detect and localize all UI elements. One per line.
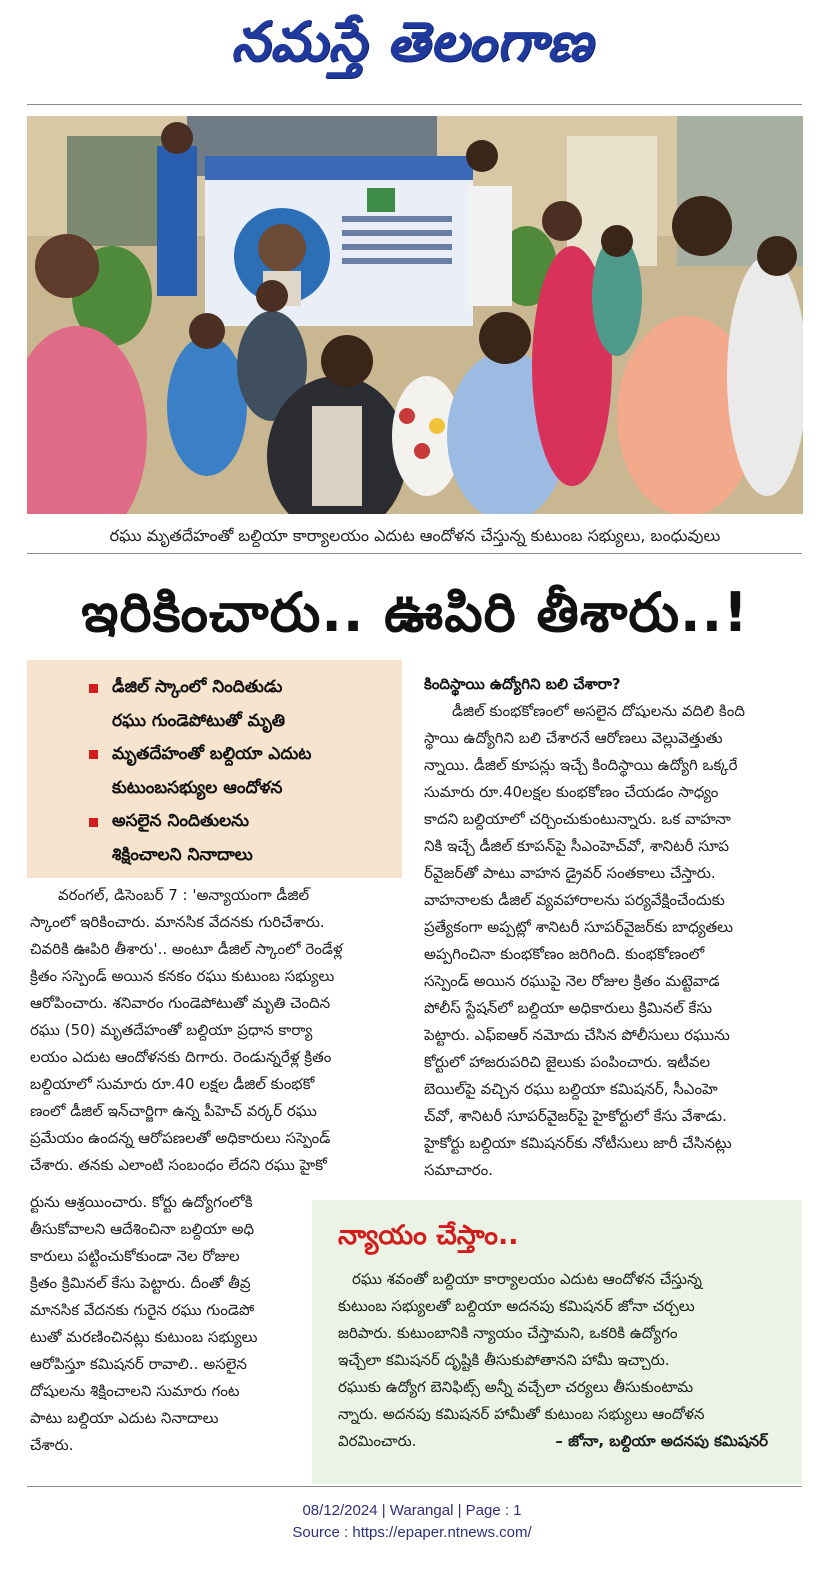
body-line: ప్రమేయం ఉందన్న ఆరోపణలతో అధికారులు సస్పెండ్ (30, 1129, 331, 1147)
body-line: జరిపారు. కుటుంబానికి న్యాయం చేస్తామని, ఒకరికి ఉద్యోగం (338, 1324, 678, 1342)
body-line: చ్‌వో, శానిటరీ సూపర్‌వైజర్‌పై హైకోర్టులో కేసు వేశాడు. (424, 1107, 727, 1125)
body-line: రఘుకు ఉద్యోగ బెనిఫిట్స్ అన్నీ వచ్చేలా చర్యలు తీసుకుంటామ (338, 1378, 694, 1396)
body-line: ప్రత్యేకంగా అప్పట్లో శానిటరీ సూపర్‌వైజర్‌కు బాధ్యతలు (424, 918, 734, 936)
side-story-attribution: – జోనా, బల్దియా అదనపు కమిషనర్ (555, 1432, 768, 1450)
body-line: ర్టును ఆశ్రయించారు. కోర్టు ఉద్యోగంలోకి (30, 1193, 253, 1211)
body-line: స్థాయి ఉద్యోగిని బలి చేశారనే ఆరోణలు వెల్లువెత్తుతు (424, 729, 723, 747)
body-line: టుతో మరణించినట్లు కుటుంబ సభ్యులు (30, 1328, 258, 1346)
body-line: సుమారు రూ.40లక్షల కుంభకోణం చేయడం సాధ్యం (424, 783, 719, 801)
body-line: చేశారు. తనకు ఎలాంటి సంబంధం లేదని రఘు హైకో (30, 1156, 327, 1174)
left-column-wide (30, 882, 410, 1179)
body-line: స్కాంలో ఇరికించారు. మానసిక వేదనకు గురిచేశారు. (30, 913, 325, 931)
footer-edition-info: 08/12/2024 | Warangal | Page : 1 (302, 1502, 522, 1519)
highlight-line: రఘు గుండెపోటుతో మృతి (112, 711, 286, 731)
bullet-icon (89, 684, 98, 693)
body-line: మానసిక వేదనకు గురైన రఘు గుండెపో (30, 1301, 255, 1319)
bullet-icon (89, 818, 98, 827)
side-story-body (338, 1266, 788, 1455)
footer-source-link[interactable]: Source : https://epaper.ntnews.com/ (292, 1524, 532, 1541)
body-line: పోలీస్ స్టేషన్‌లో బల్దియా అధికారులు క్రిమినల్ కేసు (424, 999, 713, 1017)
body-line: క్రితం క్రిమినల్ కేసు పెట్టారు. దీంతో తీవ్ర (30, 1274, 251, 1292)
body-line: వరంగల్, డిసెంబర్ 7 : 'అన్యాయంగా డీజిల్ (58, 886, 310, 904)
section-subhead: కిందిస్థాయి ఉద్యోగిని బలి చేశారా? (424, 675, 621, 693)
body-line: దోషులను శిక్షించాలని సుమారు గంట (30, 1382, 240, 1400)
body-line: ఆరోపించారు. శనివారం గుండెపోటుతో మృతి చెందిన (30, 994, 331, 1012)
body-line: కారులు పట్టించుకోకుండా నెల రోజుల (30, 1247, 240, 1265)
masthead (0, 0, 824, 100)
body-line: ర్‌వైజర్‌తో పాటు వాహన డ్రైవర్ సంతకాలు చేస్తారు. (424, 864, 716, 882)
highlight-line: డీజిల్ స్కాంలో నిందితుడు (112, 677, 283, 697)
news-photo (27, 116, 803, 514)
caption-divider (27, 553, 802, 554)
body-line: ఇచ్చేలా కమిషనర్ దృష్టికి తీసుకుపోతానని హామీ ఇచ్చారు. (338, 1351, 670, 1369)
body-line: వాహనాలకు డీజిల్ వ్యవహారాలను పర్యవేక్షించేందుకు (424, 891, 725, 909)
body-line: న్నాయి. డీజిల్ కూపన్లు ఇచ్చే కిందిస్థాయి ఉద్యోగి ఒక్కరే (424, 756, 738, 774)
headline: ఇరికించారు.. ఊపిరి తీశారు..! (81, 581, 749, 644)
body-line: రఘు (50) మృతదేహంతో బల్దియా ప్రధాన కార్యా (30, 1021, 313, 1039)
body-line: బెయిల్‌పై వచ్చిన రఘు బల్దియా కమిషనర్, సీఎంహె (424, 1080, 718, 1098)
body-line: రఘు శవంతో బల్దియా కార్యాలయం ఎదుట ఆందోళన చేస్తున్న (352, 1270, 702, 1288)
body-line: తీసుకోవాలని ఆదేశించినా బల్దియా అధి (30, 1220, 255, 1238)
body-line: సస్పెండ్ అయిన రఘుపై నెల రోజుల క్రితం మట్టెవాడ (424, 972, 720, 990)
body-line: కుటుంబ సభ్యులతో బల్దియా అదనపు కమిషనర్ జోనా చర్చలు (338, 1297, 695, 1315)
highlight-line: మృతదేహంతో బల్దియా ఎదుట (112, 744, 312, 764)
body-line: అప్పగించినా కుంభకోణం జరిగింది. కుంభకోణంలో (424, 945, 705, 963)
masthead-divider (27, 104, 802, 105)
body-line: న్నారు. అదనపు కమిషనర్ హామీతో కుటుంబ సభ్యులు ఆందోళన (338, 1405, 705, 1423)
body-line: నికి ఇచ్చే డీజిల్ కూపన్‌పై సీఎంహెచ్‌వో, శానిటరీ సూప (424, 837, 730, 855)
highlights-box (27, 660, 402, 878)
side-story-title: న్యాయం చేస్తాం.. (338, 1220, 519, 1251)
highlight-line: కుటుంబసభ్యుల ఆందోళన (112, 778, 283, 798)
body-line: పాటు బల్దియా ఎదుట నినాదాలు (30, 1409, 219, 1427)
body-line: ఆరోపిస్తూ కమిషనర్ రావాలి.. అసలైన (30, 1355, 247, 1373)
highlight-line: శిక్షించాలని నినాదాలు (112, 845, 253, 865)
body-line: లయం ఎదుట ఆందోళనకు దిగారు. రెండున్నరేళ్ల క్రితం (30, 1048, 332, 1066)
photo-illustration (27, 116, 803, 514)
newspaper-logo: నమస్తే తెలంగాణ (231, 10, 593, 73)
photo-caption: రఘు మృతదేహంతో బల్దియా కార్యాలయం ఎదుట ఆందోళన చేస్తున్న కుటుంబ సభ్యులు, బంధువులు (109, 526, 721, 545)
bullet-icon (89, 750, 98, 759)
body-line (338, 1428, 788, 1455)
right-column (424, 671, 802, 1184)
body-line: కోర్టులో హాజరుపరిచి జైలుకు పంపించారు. ఇటీవల (424, 1053, 711, 1071)
body-line: సమాచారం. (424, 1161, 494, 1179)
body-line: చేశారు. (30, 1436, 74, 1454)
body-line: డీజిల్ కుంభకోణంలో అసలైన దోషులను వదిలి కింది (452, 702, 745, 720)
body-line: చివరికి ఊపిరి తీశారు'.. అంటూ డీజిల్ స్కాంలో రెండేళ్ల (30, 940, 343, 958)
side-story-box (312, 1200, 802, 1484)
body-line: కాదని బల్దియాలో చర్చించుకుంటున్నారు. ఒక వాహనా (424, 810, 731, 828)
body-line-end: విరమించారు. (338, 1432, 417, 1450)
body-line: క్రితం సస్పెండ్ అయిన కనకం రఘు కుటుంబ సభ్యులు (30, 967, 335, 985)
body-line: బల్దియాలో సుమారు రూ.40 లక్షల డీజిల్ కుంభకో (30, 1075, 315, 1093)
body-line: ణంలో డీజిల్ ఇన్‌చార్జిగా ఉన్న పీహెచ్ వర్కర్ రఘు (30, 1102, 317, 1120)
left-column-narrow (30, 1189, 305, 1459)
footer-divider (27, 1486, 802, 1487)
body-line: పెట్టారు. ఎఫ్ఐఆర్ నమోదు చేసిన పోలీసులు రఘును (424, 1026, 730, 1044)
highlight-line: అసలైన నిందితులను (112, 811, 249, 831)
body-line: హైకోర్టు బల్దియా కమిషనర్‌కు నోటీసులు జారీ చేసినట్లు (424, 1134, 732, 1152)
